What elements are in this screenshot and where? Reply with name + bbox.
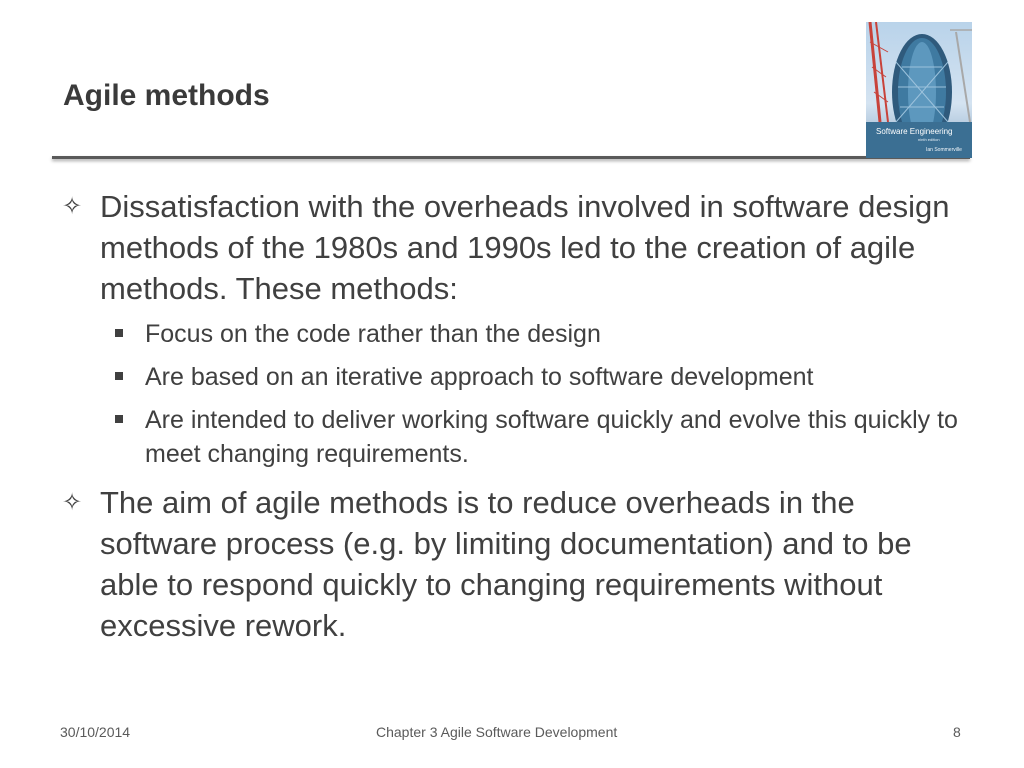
- footer-date: 30/10/2014: [60, 724, 131, 740]
- bullet-text: Dissatisfaction with the overheads involved in software design methods of the 1980s and 1990s led to the creation of agile methods. These methods:: [100, 189, 950, 306]
- diamond-star-bullet-icon: ✧: [62, 193, 83, 220]
- bullet-item: [62, 482, 962, 646]
- slide-body: [62, 186, 962, 654]
- footer-page-number: 8: [953, 724, 961, 740]
- book-cover-image: [866, 22, 972, 158]
- sub-bullet-text: Are based on an iterative approach to software development: [145, 363, 814, 391]
- book-title: Software Engineering: [876, 127, 953, 136]
- slide-title: Agile methods: [63, 79, 270, 112]
- square-bullet-icon: [115, 415, 123, 423]
- sub-bullet-text: Focus on the code rather than the design: [145, 320, 601, 348]
- sub-bullet-item: [62, 360, 962, 394]
- sub-bullet-item: [62, 317, 962, 351]
- footer-chapter-title: Chapter 3 Agile Software Development: [376, 724, 618, 740]
- bullet-item: [62, 186, 962, 309]
- sub-bullet-text: Are intended to deliver working software quickly and evolve this quickly to meet changing requirements.: [145, 406, 958, 468]
- square-bullet-icon: [115, 329, 123, 337]
- title-divider: [52, 156, 970, 159]
- book-author: Ian Sommerville: [926, 147, 962, 153]
- sub-bullet-list: [62, 317, 962, 471]
- book-edition: ninth edition: [918, 137, 940, 142]
- bullet-text: The aim of agile methods is to reduce overheads in the software process (e.g. by limiting documentation) and to be able to respond quickly to changing requirements without excessive rework.: [100, 485, 912, 643]
- sub-bullet-item: [62, 403, 962, 471]
- square-bullet-icon: [115, 372, 123, 380]
- diamond-star-bullet-icon: ✧: [62, 489, 83, 516]
